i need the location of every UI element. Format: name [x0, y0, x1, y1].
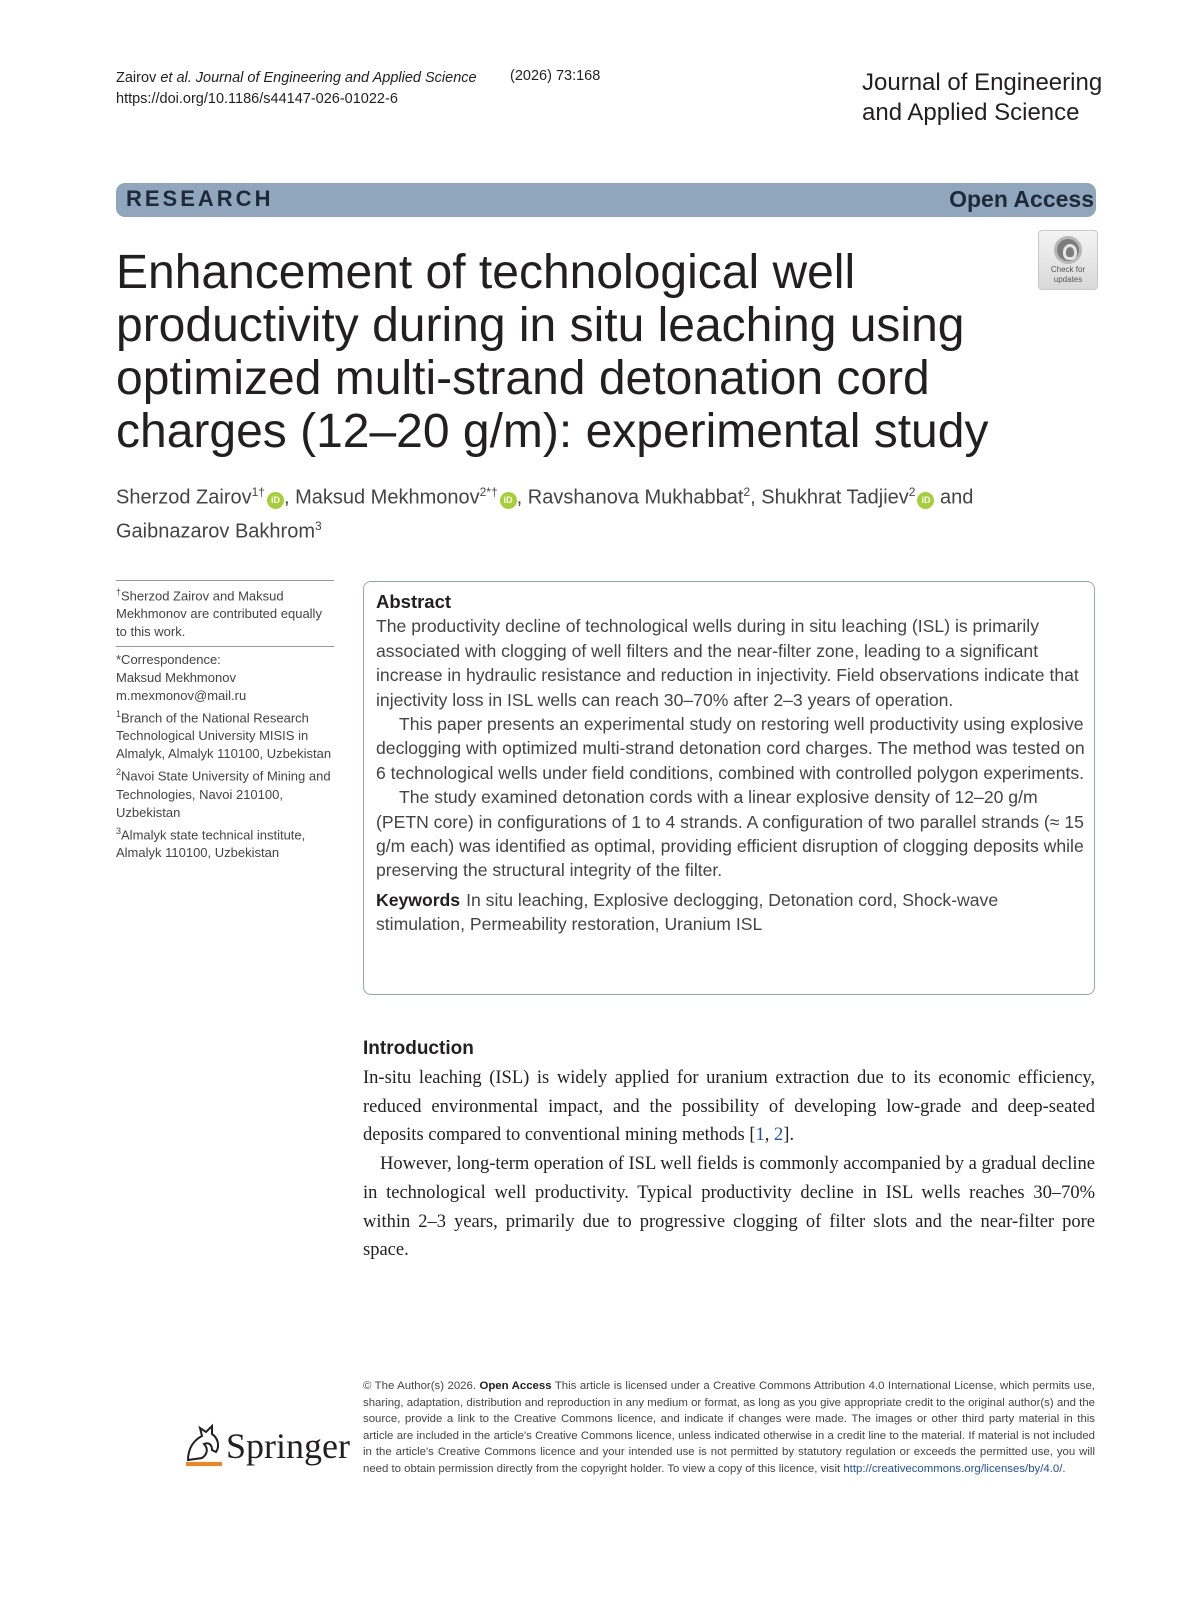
title-line: Enhancement of technological well — [116, 246, 856, 299]
author-name[interactable]: , Ravshanova Mukhabbat — [516, 486, 744, 509]
doi-link[interactable]: https://doi.org/10.1186/s44147-026-01022-6 — [116, 91, 398, 107]
title-line: charges (12–20 g/m): experimental study — [116, 405, 989, 458]
abstract-paragraph: The productivity decline of technological wells during in situ leaching (ISL) is primarily associated with clogging of well filters and the near-filter zone, leading to a significant increase in hydraulic resistance and reduction in injectivity. Field observations indicate that injectivity loss in ISL wells can reach 30–70% after 2–3 years of operation. — [376, 616, 1079, 710]
abstract-paragraph: This paper presents an experimental study on restoring well productivity using explosive declogging with optimized multi-strand detonation cord charges. The method was tested on 6 technological wells under field conditions, combined with controlled polygon experiments. — [376, 714, 1085, 783]
sidebar-divider — [116, 580, 334, 581]
author-affiliation-sup: 2 — [908, 485, 916, 499]
license-text: This article is licensed under a Creative Commons Attribution 4.0 International License, which permits use, sharing, adaptation, distribution and reproduction in any medium or format, as long as you give appropriate credit to the original author(s) and the source, provide a link to the Creative Commons licence, and indicate if changes were made. The images or other third party material in this article are included in the article's Creative Commons licence, unless indicated otherwise in a credit line to the material. If material is not included in the article's Creative Commons licence and your intended use is not permitted by statutory regulation or exceeds the permitted use, you will need to obtain permission directly from the copyright holder. To view a copy of this licence, visit — [363, 1380, 1095, 1475]
license-open-access: Open Access — [479, 1380, 552, 1392]
introduction-body — [363, 1064, 1095, 1265]
contribution-note — [116, 583, 334, 641]
correspondence-name: Maksud Mekhmonov — [116, 670, 236, 685]
affiliation-sup: 1 — [116, 709, 122, 719]
author-conjunction: and — [934, 486, 974, 509]
citation-close: ]. — [783, 1125, 795, 1146]
introduction-heading: Introduction — [363, 1038, 474, 1059]
license-end: . — [1062, 1462, 1066, 1475]
abstract — [376, 590, 1088, 937]
contribution-sup: † — [116, 587, 122, 597]
intro-paragraph: However, long-term operation of ISL well fields is commonly accompanied by a gradual decline in technological well productivity. Typical productivity decline in ISL wells reaches 30–70% within 2–3 years, primarily due to progressive clogging of filter slots and the near-filter pore space. — [363, 1154, 1095, 1261]
check-updates-line2: updates — [1053, 275, 1083, 284]
license-link[interactable]: http://creativecommons.org/licenses/by/4.0/ — [843, 1462, 1063, 1475]
citation-link[interactable]: 2 — [774, 1125, 784, 1146]
citation-journal: Journal of Engineering and Applied Science — [195, 70, 477, 86]
springer-horse-icon — [182, 1420, 226, 1468]
keywords — [376, 888, 1088, 937]
journal-name — [862, 68, 1102, 128]
author-name[interactable]: Gaibnazarov Bakhrom — [116, 520, 315, 543]
affiliation-3 — [116, 822, 334, 862]
article-type-label: RESEARCH — [126, 186, 274, 211]
orcid-icon[interactable]: iD — [267, 492, 284, 509]
author-affiliation-sup: 2*† — [479, 485, 498, 499]
affiliation-sup: 3 — [116, 825, 122, 836]
affiliation-text: Branch of the National Research Technological University MISIS in Almalyk, Almalyk 110100, Uzbekistan — [116, 710, 332, 762]
citation-separator: , — [764, 1125, 775, 1146]
affiliation-2 — [116, 763, 334, 821]
author-affiliation-sup: 2 — [743, 485, 751, 499]
author-name[interactable]: Sherzod Zairov — [116, 486, 252, 509]
affiliation-text: Almalyk state technical institute, Almalyk 110100, Uzbekistan — [116, 826, 306, 860]
year-volume: (2026) 73:168 — [510, 68, 601, 84]
affiliation-text: Navoi State University of Mining and Technologies, Navoi 210100, Uzbekistan — [116, 768, 331, 820]
intro-paragraph — [363, 1064, 1095, 1150]
sidebar-divider — [116, 646, 334, 647]
contribution-text: Sherzod Zairov and Maksud Mekhmonov are contributed equally to this work. — [116, 588, 322, 640]
publisher-name: Springer — [226, 1426, 350, 1466]
author-name[interactable]: , Shukhrat Tadjiev — [750, 486, 909, 509]
correspondence-email[interactable]: m.mexmonov@mail.ru — [116, 688, 247, 703]
citation-link[interactable]: 1 — [755, 1125, 765, 1146]
author-affiliation-sup: 1† — [251, 485, 265, 499]
orcid-icon[interactable]: iD — [500, 492, 517, 509]
affiliation-sup: 2 — [116, 767, 122, 778]
check-for-updates-button[interactable] — [1038, 230, 1098, 290]
citation-authors: Zairov — [116, 70, 161, 86]
keywords-text: In situ leaching, Explosive declogging, Detonation cord, Shock-wave stimulation, Permeability restoration, Uranium ISL — [376, 889, 999, 935]
open-access-label: Open Access — [949, 186, 1094, 212]
bookmark-icon — [1054, 236, 1082, 264]
author-affiliation-sup: 3 — [314, 518, 322, 533]
journal-name-line2: and Applied Science — [862, 99, 1080, 126]
author-list — [116, 478, 1076, 545]
running-header — [116, 68, 477, 110]
license-notice — [363, 1378, 1095, 1478]
copyright-text: © The Author(s) 2026. — [363, 1380, 480, 1392]
orcid-icon[interactable]: iD — [917, 492, 934, 509]
title-line: optimized multi-strand detonation cord — [116, 352, 930, 405]
article-title — [116, 246, 1016, 458]
keywords-label: Keywords — [376, 889, 461, 910]
abstract-heading: Abstract — [376, 591, 452, 612]
author-name[interactable]: , Maksud Mekhmonov — [283, 486, 480, 509]
title-line: productivity during in situ leaching using — [116, 299, 965, 352]
correspondence-label: *Correspondence: — [116, 652, 221, 667]
affiliation-1 — [116, 705, 334, 763]
check-updates-line1: Check for — [1050, 265, 1086, 274]
abstract-paragraph: The study examined detonation cords with a linear explosive density of 12–20 g/m (PETN core) in configurations of 1 to 4 strands. A configuration of two parallel strands (≈ 15 g/m each) was identified as optimal, providing efficient disruption of clogging deposits while preserving the structural integrity of the filter. — [376, 787, 1084, 881]
journal-name-line1: Journal of Engineering — [862, 69, 1103, 96]
citation-etal: et al. — [160, 70, 192, 86]
correspondence-block — [116, 651, 334, 862]
intro-text: In-situ leaching (ISL) is widely applied for uranium extraction due to its economic efficiency, reduced environmental impact, and the possibility of developing low-grade and deep-seated deposits compared to conventional mining methods [ — [363, 1068, 1095, 1146]
